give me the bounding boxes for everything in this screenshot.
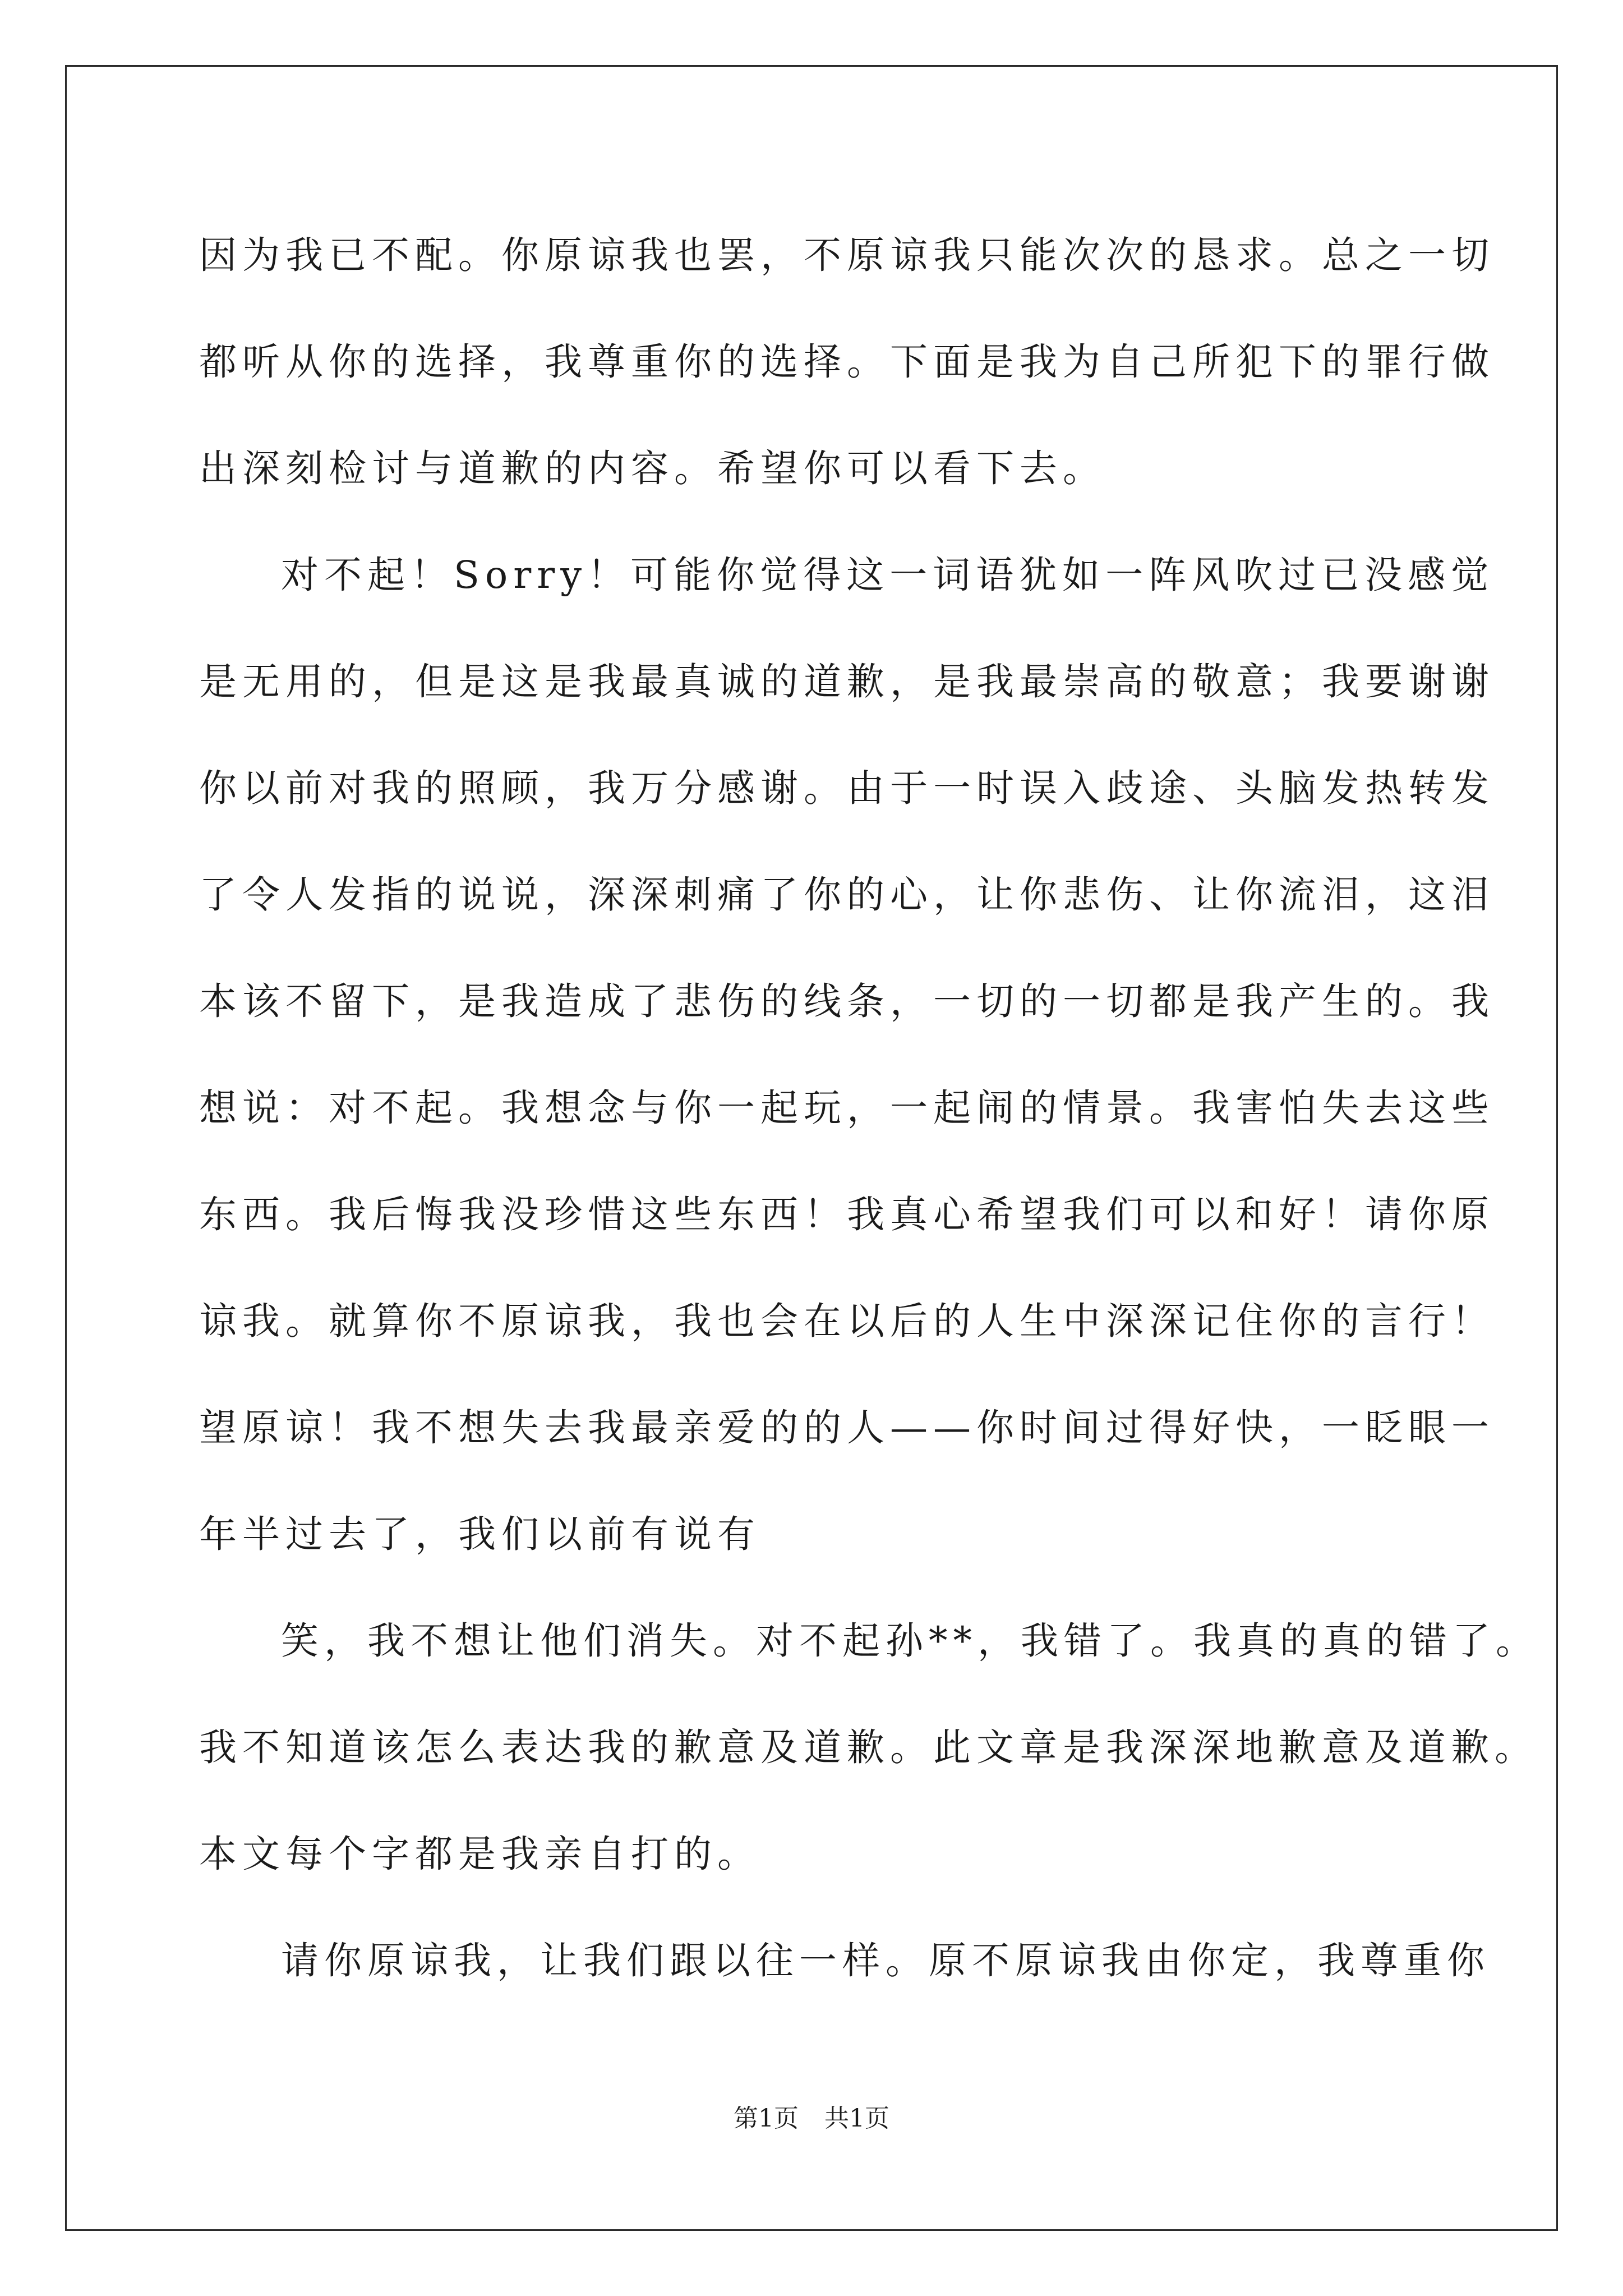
paragraph-3 — [199, 1588, 1539, 1907]
text-line: 都听从你的选择，我尊重你的选择。下面是我为自己所犯下的罪行做 — [199, 340, 1495, 384]
page-total: 共1页 — [824, 2104, 889, 2133]
text-line: 我不知道该怎么表达我的歉意及道歉。此文章是我深深地歉意及道歉。 — [199, 1726, 1538, 1769]
text-line: 请你原谅我，让我们跟以往一样。原不原谅我由你定，我尊重你 — [281, 1939, 1490, 1982]
text-line: 因为我已不配。你原谅我也罢，不原谅我只能次次的恳求。总之一切 — [199, 233, 1495, 277]
text-line: 出深刻检讨与道歉的内容。希望你可以看下去。 — [199, 447, 1106, 490]
page-number: 第1页 — [734, 2104, 799, 2133]
text-line: 本文每个字都是我亲自打的。 — [199, 1832, 760, 1876]
page-footer — [0, 2098, 1623, 2134]
text-line: 东西。我后悔我没珍惜这些东西！我真心希望我们可以和好！请你原 — [199, 1193, 1495, 1236]
text-line: 望原谅！我不想失去我最亲爱的的人——你时间过得好快，一眨眼一 — [199, 1406, 1495, 1450]
text-line: 本该不留下，是我造成了悲伤的线条，一切的一切都是我产生的。我 — [199, 979, 1495, 1023]
paragraph-4 — [199, 1907, 1490, 2014]
paragraph-2 — [199, 522, 1495, 1588]
text-line: 笑，我不想让他们消失。对不起孙**，我错了。我真的真的错了。 — [281, 1619, 1539, 1663]
text-line: 了令人发指的说说，深深刺痛了你的心，让你悲伤、让你流泪，这泪 — [199, 873, 1495, 917]
text-line: 对不起！Sorry！可能你觉得这一词语犹如一阵风吹过已没感觉 — [281, 553, 1495, 597]
text-line: 年半过去了，我们以前有说有 — [199, 1512, 760, 1556]
text-line: 是无用的，但是这是我最真诚的道歉，是我最崇高的敬意；我要谢谢 — [199, 660, 1495, 703]
document-body — [199, 202, 1539, 2014]
text-line: 你以前对我的照顾，我万分感谢。由于一时误入歧途、头脑发热转发 — [199, 766, 1495, 810]
paragraph-1 — [199, 202, 1495, 522]
text-line: 谅我。就算你不原谅我，我也会在以后的人生中深深记住你的言行！ — [199, 1299, 1495, 1343]
text-line: 想说：对不起。我想念与你一起玩，一起闹的情景。我害怕失去这些 — [199, 1086, 1495, 1130]
